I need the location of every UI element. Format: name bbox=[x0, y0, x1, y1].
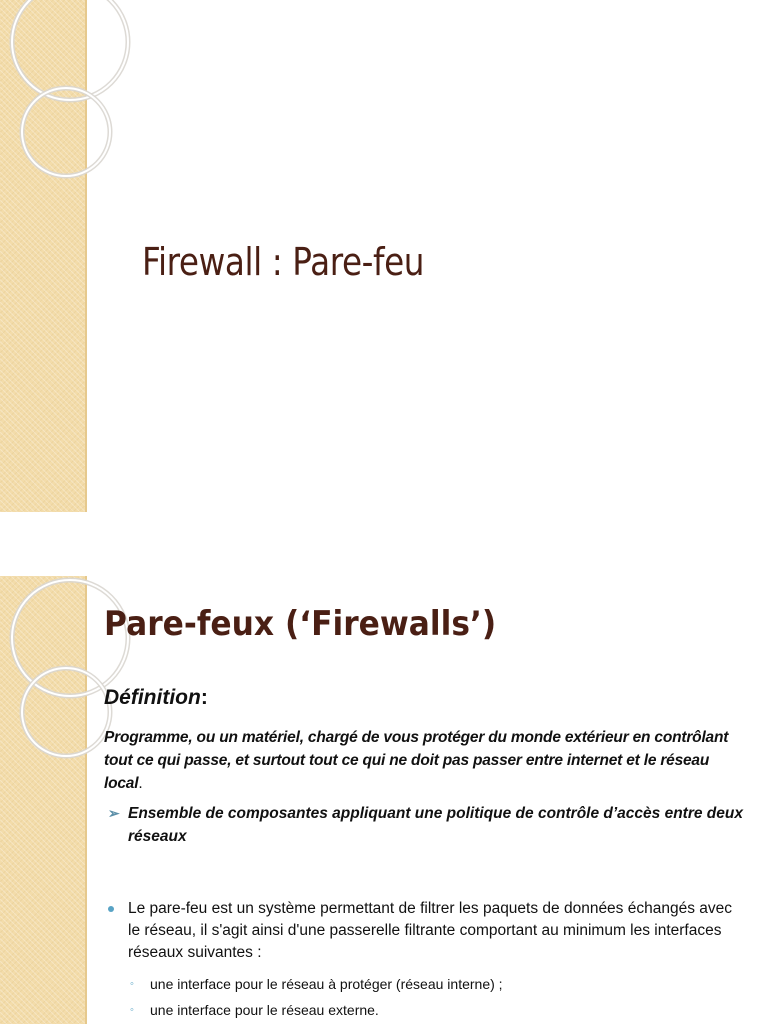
arrow-list-item bbox=[104, 802, 744, 848]
slide-definition bbox=[0, 576, 768, 1024]
ring-ornament-icon bbox=[0, 0, 140, 200]
circle-bullet-icon: ◦ bbox=[130, 978, 134, 990]
arrow-item-text: Ensemble de composantes appliquant une politique de contrôle d’accès entre deux réseaux bbox=[128, 805, 743, 845]
definition-text bbox=[104, 726, 744, 795]
sub-list-item bbox=[128, 1000, 379, 1020]
bullet-item-text: Le pare-feu est un système permettant de filtrer les paquets de données échangés avec le réseau, il s'agit ainsi d'une passerelle filtrante comportant au minimum les interfaces réseaux suivantes : bbox=[128, 900, 733, 961]
sub-list-item bbox=[128, 974, 503, 994]
arrow-bullet-icon: ➢ bbox=[108, 805, 120, 821]
circle-bullet-icon: ◦ bbox=[130, 1004, 134, 1016]
sub-item-text: une interface pour le réseau externe. bbox=[150, 1002, 379, 1018]
definition-body: Programme, ou un matériel, chargé de vous protéger du monde extérieur en contrôlant tout ce qui passe, et surtout tout ce qui ne doit pas passer entre internet et le réseau local bbox=[104, 729, 729, 792]
slide-title-text: Firewall : Pare-feu bbox=[142, 240, 425, 284]
slide-gap bbox=[0, 512, 768, 576]
bullet-list-item bbox=[104, 898, 744, 964]
dot-bullet-icon bbox=[108, 906, 114, 912]
slide-heading: Pare-feux (‘Firewalls’) bbox=[104, 604, 497, 644]
definition-colon: : bbox=[200, 686, 208, 709]
definition-heading-label: Définition bbox=[104, 686, 201, 709]
definition-period: . bbox=[138, 775, 143, 792]
sub-item-text: une interface pour le réseau à protéger (réseau interne) ; bbox=[150, 976, 503, 992]
definition-heading bbox=[104, 686, 208, 710]
